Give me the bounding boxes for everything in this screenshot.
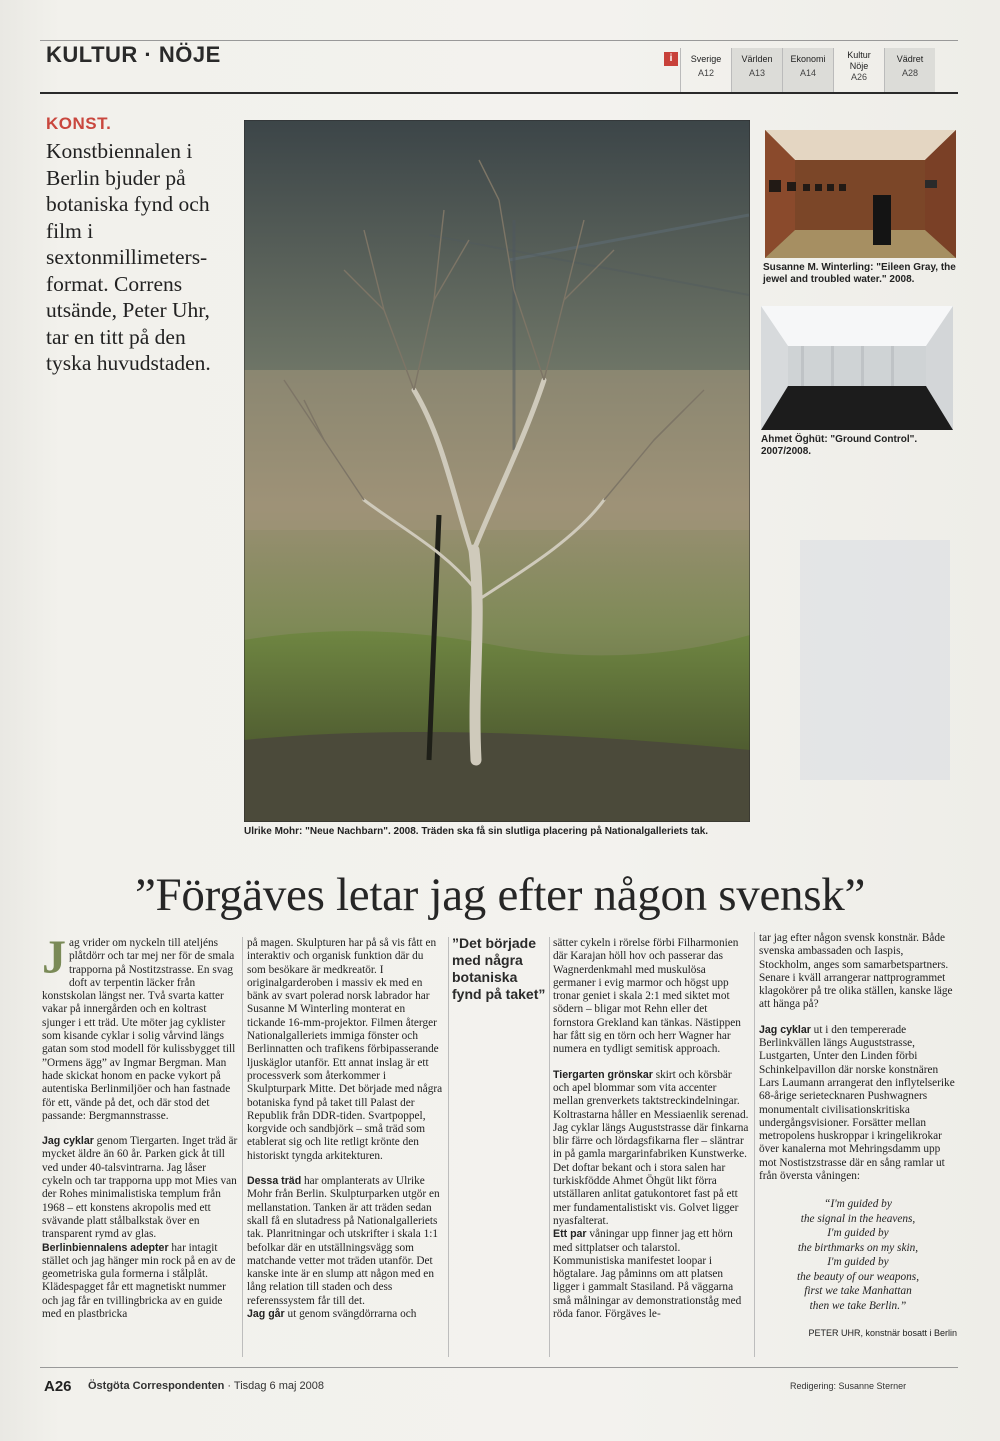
ingress: Konstbiennalen i Berlin bjuder på botaniska fynd och film i sextonmillimeters-format. Correns utsände, Peter Uhr, tar en titt på den tyska huvudstaden. [46,139,211,375]
paragraph: Berlinbiennalens adepter har intagit stället och jag hänger min rock på en av de geometriska gula formerna i stålplåt. Klädespagget får ett magnetiskt nummer och jag får en tvillingbricka av en guide med en plastbricka [42,1241,236,1321]
column-rule [754,932,755,1357]
nav-tab-ekonomi[interactable]: Ekonomi A14 [782,48,833,92]
newspaper-name: Östgöta Correspondenten · Tisdag 6 maj 2008 [88,1380,324,1392]
paragraph: tar jag efter någon svensk konstnär. Både svenska ambassaden och Iaspis, Stockholm, anges som samarbetspartners. Senare i kväll arrangerar nattprogrammet klagokörer på tre olika ställen, kanske läge att hänga på? [759,932,953,1011]
paragraph: Jag cyklar genom Tiergarten. Inget träd är mycket äldre än 60 år. Parken gick åt till ved under 40-talsvintrarna. Jag låser cykeln och tar trapporna upp mot Mies van der Rohes minimalistiska templum från 1968 – ett konstens akropolis med ett svävande platt stålbalkstak över en transparent rymd av glas. [42,1135,238,1241]
bleed-through-shade [800,540,950,780]
side-photo-1-caption: Susanne M. Winterling: "Eileen Gray, the jewel and troubled water." 2008. [763,262,956,285]
paragraph: Tiergarten grönskar skirt och körsbär och apel blommar som vita accenter mellan grenverkets taktstreckindelningar. Koltrastarna håller en Messiaenlik serenad. Jag cyklar längs Auguststrasse där finkarna blir färre och lördagsfikarna fler – släntrar in på gamla margarinfabriken Kunstwerke. Det doftar bekant och i stora salen har turkiskfödde Ahmet Öhgüt likt förra utställaren anlitat gatukontoret fast på ett mer fundamentalistiskt vis. Golvet ligger nyasfalterat. [553,1068,749,1227]
paragraph: Jag vrider om nyckeln till ateljéns plåtdörr och tar mej ner för de smala trapporna på Nostitzstrasse. En svag doft av terpentin läcker från konstskolan längst ner. Två svarta katter vakar på innergården och en koltrast sjunger i ett träd. Ute möter jag cyklister som kisande cyklar i solig vårvind längs gatan som stod modell för kulissbygget till ”Ormens ägg” av Ingmar Bergman. Man hade skickat honom en packe vykort på autentiska Berlinmiljöer och han fastnade för ett, vände på det, och där stod det passande: Bergmannstrasse. [42,931,236,1122]
paragraph: Dessa träd har omplanterats av Ulrike Mohr från Berlin. Skulpturparken utgör en mellanstation. Tanken är att träden sedan skall få en slutadress på Nationalgalleriets tak. Planritningar och utskrifter i skala 1:1 befolkar där en utställningsvägg som matchande vetter mot träden utanför. Det kanske inte är en slump att någon med en lång relation till staden och dess referenssystem får till det. [247,1175,440,1307]
header-rule [40,92,958,94]
column-rule [448,937,449,1357]
paragraph: Ett par våningar upp finner jag ett hörn med sittplatser och talarstol. Kommunistiska manifestet loopar i högtalare. Jag påminns om att platsen ligger i gammalt Stasiland. På väggarna små målningar av demonstrationståg med röda fanor. Förgäves le- [553,1228,742,1321]
paragraph: sätter cykeln i rörelse förbi Filharmonien där Karajan höll hov och passerar das Wagnerdenkmahl med muskulösa germaner i evig marmor och högst upp tronar geniet i skala 2:1 med siktet mot södern – bligar mot Rehn eller det fornstora Grekland kan tänkas. Nästippen har fått sig en törn och herr Wagner har numera en tydligt semitisk approach. [553,937,741,1056]
drop-cap: J [42,931,66,984]
side-photo-ground-control [761,306,953,430]
author-signature: PETER UHR, konstnär bosatt i Berlin [808,1328,957,1339]
body-column-1 [42,931,238,1321]
body-column-3 [553,937,749,1321]
side-photo-2-caption: Ahmet Öghüt: "Ground Control". 2007/2008. [761,434,918,457]
info-icon: i [664,52,678,66]
song-quote: “I'm guided by the signal in the heavens, I'm guided by the birthmarks on my skin, I'm guided by the beauty of our weapons, first we take Manhattan then we take Berlin.” [796,1198,920,1312]
nav-tab-vadret[interactable]: Vädret A28 [884,48,935,92]
editor-credit: Redigering: Susanne Sterner [790,1381,907,1391]
nav-tab-kultur[interactable]: Kultur Nöje A26 [833,48,884,92]
section-title: KULTUR · NÖJE [46,42,221,67]
nav-tab-sverige[interactable]: Sverige A12 [680,48,731,92]
footer-rule [40,1367,958,1368]
body-column-4 [759,932,957,1341]
nav-tab-varlden[interactable]: Världen A13 [731,48,782,92]
section-nav [680,48,935,92]
column-rule [242,937,243,1357]
page-number: A26 [44,1378,72,1395]
side-photo-gallery-room [765,130,956,258]
headline: ”Förgäves letar jag efter någon svensk” [134,869,866,921]
column-rule [549,937,550,1357]
kicker: KONST. [46,114,112,133]
paragraph: Jag går ut genom svängdörrarna och [247,1308,417,1321]
body-column-2 [247,937,443,1321]
main-photo-young-tree [244,120,750,822]
paragraph: på magen. Skulpturen har på så vis fått en interaktiv och organisk funktion där du som besökare är medkreatör. I originalgarderoben i massiv ek med en bänk av svart polerad norsk labrador har Susanne M Winterling monterat en tickande 16-mm-projektor. Filmen återger Nationalgalleriets immiga fönster och Berlinnatten och trafikens förbipasserande ljuskäglor utanför. Ett annat inslag är ett processverk som återkommer i Skulpturpark Mitte. Det började med några botaniska fynd på taket till Palast der Republik från DDR-tiden. Svartpoppel, korgvide och sandbjörk – små träd som etablerat sig och lite retligt krönte den historiskt tyngda arkitekturen. [247,937,443,1162]
paragraph: Jag cyklar ut i den tempererade Berlinkvällen längs Auguststrasse, Lustgarten, Unter den Linden förbi Schinkelpavillon där norske konstnären Lars Laumann arrangerat den inflytelserike 68-årige serietecknaren Pushwagners monumentalt civilisationskritiska undergångsvisioner. Forsätter mellan metropolens huskroppar i kringelikrokar över kanalerna mot Mehringsdamm upp mot Nostistzstrasse där en sång ramlar ut från översta våningen: [759,1023,955,1183]
main-photo-caption: Ulrike Mohr: "Neue Nachbarn". 2008. Träden ska få sin slutliga placering på Nationalgalleriets tak. [244,826,709,837]
header-top-rule [40,40,958,41]
pull-quote: ”Det började med några botaniska fynd på taket” [452,935,546,1002]
